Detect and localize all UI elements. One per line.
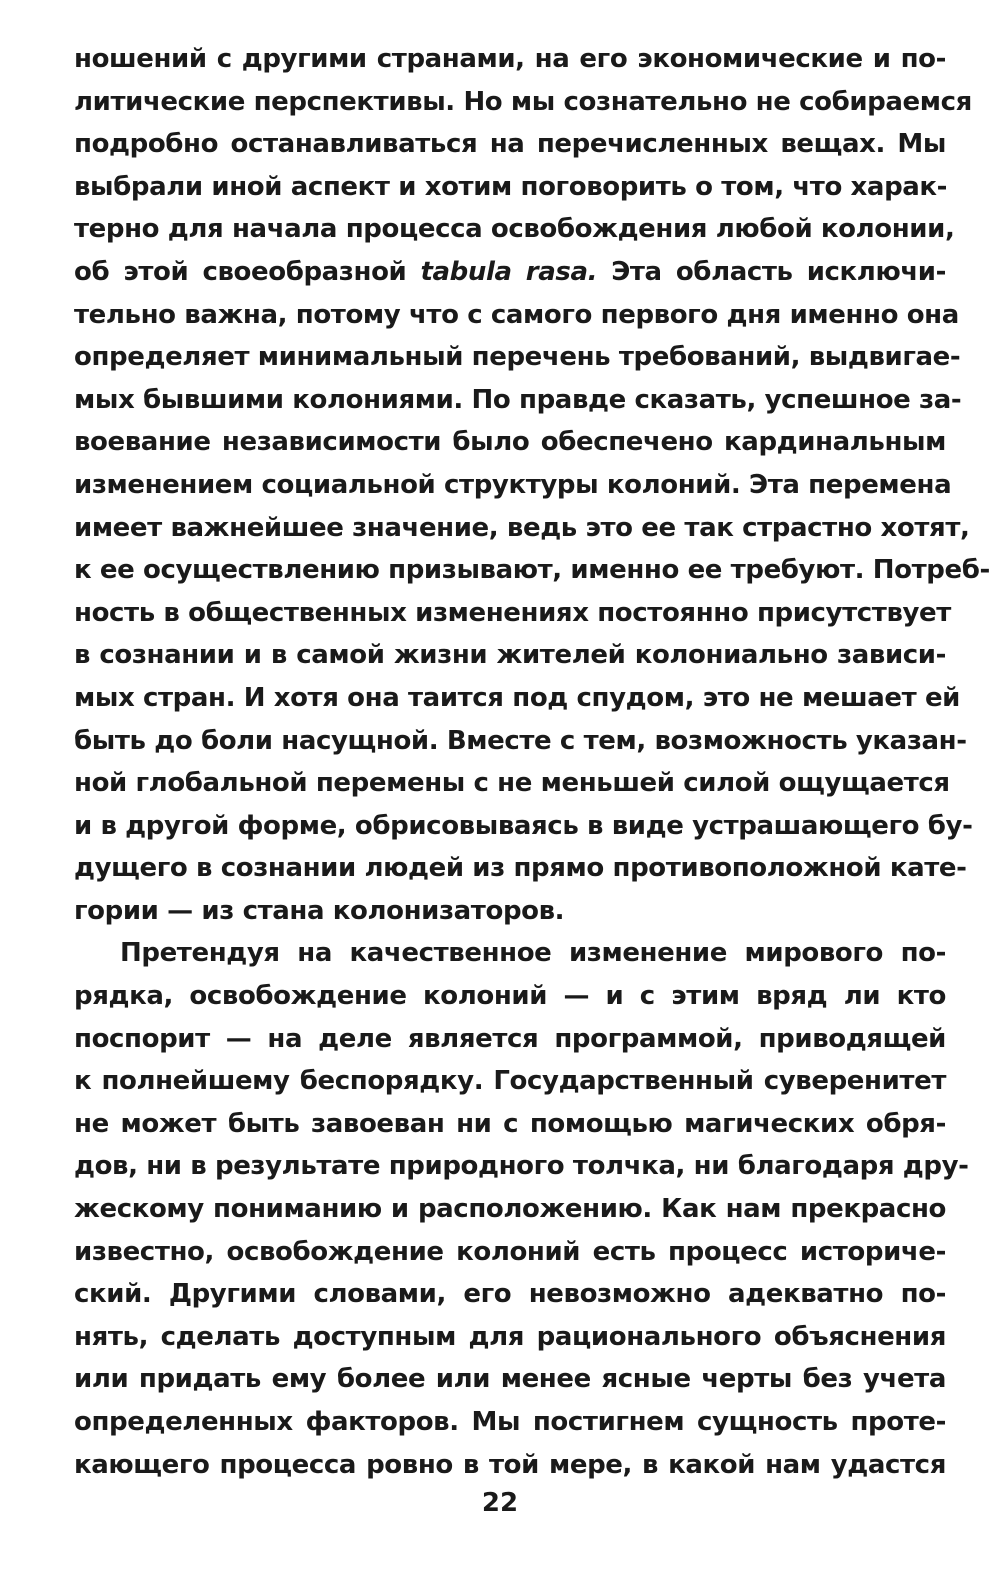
text-line: воевание независимости было обеспечено кардинальным [74,427,946,458]
text-line: имеет важнейшее значение, ведь это ее так страстно хотят, [74,512,970,543]
page-number: 22 [481,1488,519,1518]
italic-term: tabula rasa. [420,256,598,287]
text-line: рядка, освобождение колоний — и с этим вряд ли кто [74,981,946,1012]
text-line: ношений с другими странами, на его экономические и по- [74,44,946,74]
text-line: в сознании и в самой жизни жителей колониально зависи- [74,640,946,671]
text-line: кающего процесса ровно в той мере, в какой нам удастся [74,1449,946,1480]
text-line: к полнейшему беспорядку. Государственный суверенитет [74,1066,946,1097]
paragraph-2 [74,932,969,1486]
text-line: Претендуя на качественное изменение мирового по- [120,938,946,969]
text-line: поспорит — на деле является программой, приводящей [74,1023,946,1054]
text-line: и в другой форме, обрисовываясь в виде устрашающего бу- [74,810,973,841]
text-fragment: Эта область исключи- [597,256,946,287]
text-line: дущего в сознании людей из прямо противоположной кате- [74,853,967,884]
text-line: определяет минимальный перечень требований, выдвигае- [74,342,961,373]
paragraph-1 [74,38,990,932]
text-line: дов, ни в результате природного толчка, ни благодаря дру- [74,1151,969,1182]
text-line: нять, сделать доступным для рационального объяснения [74,1321,946,1352]
text-fragment: об этой своеобразной [74,256,421,287]
text-line: подробно останавливаться на перечисленных вещах. Мы [74,129,946,160]
text-line: литические перспективы. Но мы сознательно не собираемся [74,86,972,117]
text-line: известно, освобождение колоний есть процесс историче- [74,1236,946,1267]
text-line: мых бывшими колониями. По правде сказать, успешное за- [74,384,962,415]
text-line: изменением социальной структуры колоний. Эта перемена [74,469,952,500]
text-line: к ее осуществлению призывают, именно ее требуют. Потреб- [74,555,990,586]
text-line: тельно важна, потому что с самого первого дня именно она [74,299,959,330]
text-line: ский. Другими словами, его невозможно адекватно по- [74,1279,946,1310]
text-line: или придать ему более или менее ясные черты без учета [74,1364,946,1395]
text-line: ность в общественных изменениях постоянно присутствует [74,597,951,628]
text-line: ной глобальной перемены с не меньшей силой ощущается [74,768,950,799]
text-line: жескому пониманию и расположению. Как нам прекрасно [74,1194,946,1225]
text-line: определенных факторов. Мы постигнем сущность проте- [74,1407,946,1437]
text-line: мых стран. И хотя она таится под спудом, это не мешает ей [74,682,960,713]
text-line: терно для начала процесса освобождения любой колонии, [74,214,955,245]
body-text [74,38,990,1486]
text-line [74,251,946,294]
text-line: быть до боли насущной. Вместе с тем, возможность указан- [74,725,967,756]
text-line: выбрали иной аспект и хотим поговорить о том, что харак- [74,171,948,202]
text-line: не может быть завоеван ни с помощью магических обря- [74,1108,946,1139]
text-line: гории — из стана колонизаторов. [74,895,565,926]
